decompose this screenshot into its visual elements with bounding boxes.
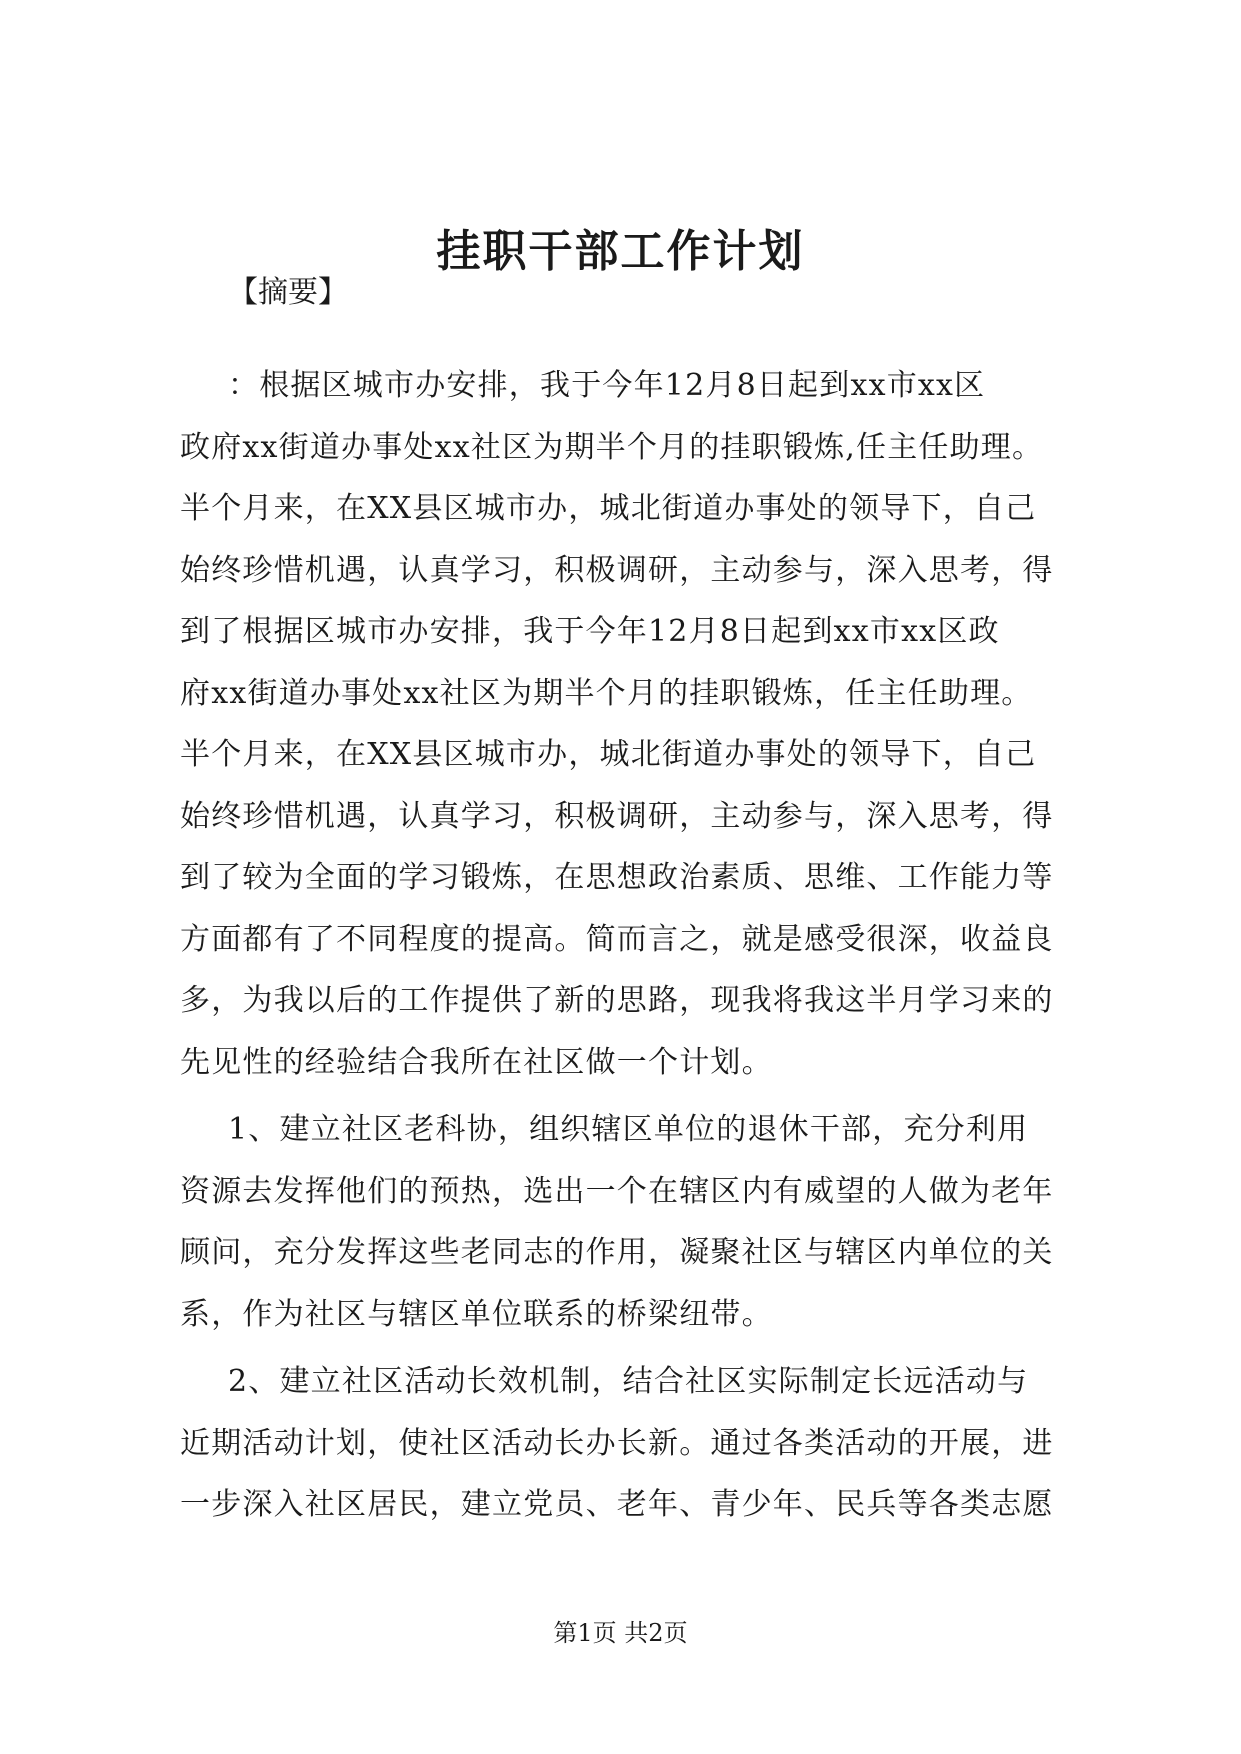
body-line: 系，作为社区与辖区单位联系的桥梁纽带。 xyxy=(180,1296,773,1332)
body-line: 始终珍惜机遇，认真学习，积极调研，主动参与，深入思考，得 xyxy=(180,798,1054,834)
document-title: 挂职干部工作计划 xyxy=(436,226,805,277)
body-line: 方面都有了不同程度的提高。简而言之，就是感受很深，收益良 xyxy=(180,921,1054,957)
body-line: 2、建立社区活动长效机制，结合社区实际制定长远活动与 xyxy=(228,1364,1029,1399)
body-line: 半个月来，在XX县区城市办，城北街道办事处的领导下，自己 xyxy=(180,737,1037,772)
body-line: 始终珍惜机遇，认真学习，积极调研，主动参与，深入思考，得 xyxy=(180,552,1054,588)
body-line: 资源去发挥他们的预热，选出一个在辖区内有威望的人做为老年 xyxy=(180,1173,1054,1209)
body-line: 1、建立社区老科协，组织辖区单位的退休干部，充分利用 xyxy=(228,1112,1029,1147)
body-line: 到了较为全面的学习锻炼，在思想政治素质、思维、工作能力等 xyxy=(180,860,1054,895)
document-body xyxy=(180,355,1080,1536)
body-line: 近期活动计划，使社区活动长办长新。通过各类活动的开展，进 xyxy=(180,1425,1054,1461)
body-line: 先见性的经验结合我所在社区做一个计划。 xyxy=(180,1044,773,1080)
body-line: 一步深入社区居民，建立党员、老年、青少年、民兵等各类志愿 xyxy=(180,1487,1054,1522)
body-line: 到了根据区城市办安排，我于今年12月8日起到xx市xx区政 xyxy=(180,614,1000,649)
body-line: 半个月来，在XX县区城市办，城北街道办事处的领导下，自己 xyxy=(180,491,1037,526)
body-line: 府xx街道办事处xx社区为期半个月的挂职锻炼，任主任助理。 xyxy=(180,675,1033,711)
page-footer: 第1页 共2页 xyxy=(553,1619,688,1647)
body-line: ：根据区城市办安排，我于今年12月8日起到xx市xx区 xyxy=(228,368,986,403)
summary-label: 【摘要】 xyxy=(228,275,348,310)
body-line: 多，为我以后的工作提供了新的思路，现我将我这半月学习来的 xyxy=(180,983,1054,1018)
body-line: 政府xx街道办事处xx社区为期半个月的挂职锻炼,任主任助理。 xyxy=(180,429,1044,465)
body-line: 顾问，充分发挥这些老同志的作用，凝聚社区与辖区内单位的关 xyxy=(180,1235,1054,1270)
